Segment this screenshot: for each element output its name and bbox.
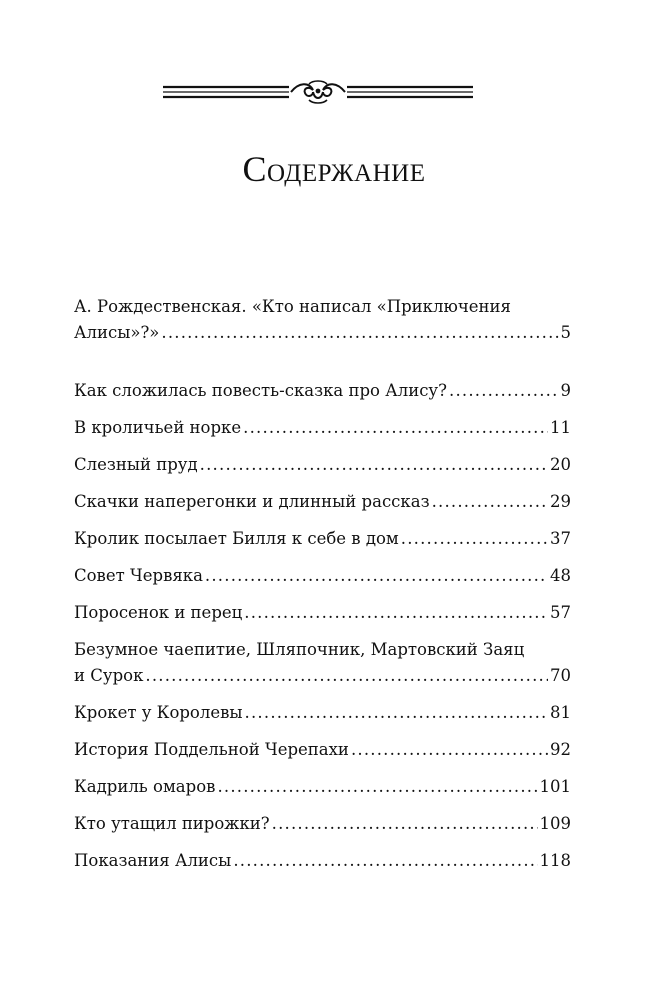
dot-leader <box>272 811 538 837</box>
toc-entry-title: История Поддельной Черепахи <box>74 740 349 759</box>
dot-leader <box>401 526 548 552</box>
toc-entry-title: Скачки наперегонки и длинный рассказ <box>74 492 430 511</box>
toc-entry[interactable] <box>74 848 571 874</box>
page-title: Содержание <box>242 149 426 189</box>
dot-leader <box>205 563 548 589</box>
toc-page-number: 57 <box>550 603 571 622</box>
dot-leader <box>200 452 548 478</box>
toc-entry-title: Алисы»?» <box>74 323 160 342</box>
toc-entry[interactable] <box>74 811 571 837</box>
toc-entry-title: Кто утащил пирожки? <box>74 814 270 833</box>
dot-leader <box>233 848 537 874</box>
toc-page-number: 29 <box>550 492 571 511</box>
toc-entry[interactable] <box>74 637 571 689</box>
toc-page-number: 101 <box>539 777 571 796</box>
toc-entry[interactable] <box>74 563 571 589</box>
dot-leader <box>351 737 548 763</box>
table-of-contents <box>74 294 571 885</box>
toc-entry-title: Слезный пруд <box>74 455 198 474</box>
toc-page-number: 11 <box>550 418 571 437</box>
toc-entry[interactable] <box>74 737 571 763</box>
toc-page-number: 118 <box>539 851 571 870</box>
toc-page-number: 70 <box>550 666 571 685</box>
toc-entry[interactable] <box>74 489 571 515</box>
toc-entry[interactable] <box>74 700 571 726</box>
toc-entry-title: В кроличьей норке <box>74 418 242 437</box>
toc-entry[interactable] <box>74 415 571 441</box>
toc-page-number: 5 <box>560 323 571 342</box>
dot-leader <box>449 378 559 404</box>
dot-leader <box>161 320 558 346</box>
toc-entry-title: Кадриль омаров <box>74 777 216 796</box>
toc-entry-title: Как сложилась повесть-сказка про Алису? <box>74 381 447 400</box>
dot-leader <box>145 663 548 689</box>
toc-entry-title-line: А. Рождественская. «Кто написал «Приключения <box>74 297 511 316</box>
dot-leader <box>244 600 548 626</box>
toc-page-number: 109 <box>539 814 571 833</box>
dot-leader <box>432 489 548 515</box>
toc-entry[interactable] <box>74 600 571 626</box>
toc-entry-title: и Сурок <box>74 666 144 685</box>
toc-entry-title: Показания Алисы <box>74 851 232 870</box>
toc-entry[interactable] <box>74 526 571 552</box>
toc-entry[interactable] <box>74 378 571 404</box>
toc-page-number: 48 <box>550 566 571 585</box>
toc-entry-title: Совет Червяка <box>74 566 203 585</box>
toc-entry[interactable] <box>74 452 571 478</box>
toc-page-number: 37 <box>550 529 571 548</box>
toc-entry[interactable] <box>74 774 571 800</box>
toc-entry-title: Крокет у Королевы <box>74 703 243 722</box>
toc-page-number: 20 <box>550 455 571 474</box>
dot-leader <box>217 774 537 800</box>
toc-entry-title: Поросенок и перец <box>74 603 243 622</box>
toc-page-number: 92 <box>550 740 571 759</box>
toc-entry[interactable] <box>74 294 571 346</box>
dot-leader <box>245 700 548 726</box>
toc-page-number: 9 <box>560 381 571 400</box>
toc-page-number: 81 <box>550 703 571 722</box>
scroll-flourish-icon <box>163 78 473 106</box>
toc-entry-title: Кролик посылает Билля к себе в дом <box>74 529 399 548</box>
toc-entry-title-line: Безумное чаепитие, Шляпочник, Мартовский Заяц <box>74 640 525 659</box>
dot-leader <box>243 415 548 441</box>
